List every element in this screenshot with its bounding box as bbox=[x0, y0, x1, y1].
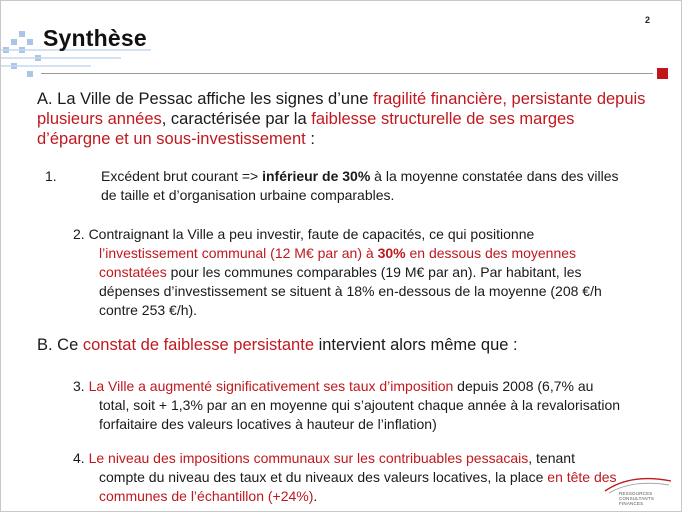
section-b-highlight: constat de faiblesse persistante bbox=[82, 336, 314, 354]
item-1 bbox=[45, 167, 633, 205]
slide-title: Synthèse bbox=[43, 25, 147, 51]
item-3-highlight: La Ville a augmenté significativement ses taux d’imposition bbox=[88, 378, 454, 394]
item-2-text: pour les communes comparables (19 M€ par an). Par habitant, les dépenses d’investissement se situent à 18% en-dessous de la moyenne (208 €/h contre 253 €/h). bbox=[99, 264, 602, 318]
section-a-text: A. La Ville de Pessac affiche les signes d’une bbox=[37, 90, 374, 108]
section-b-heading bbox=[37, 335, 647, 355]
logo-line-1: RESSOURCES bbox=[619, 491, 653, 496]
section-a-heading bbox=[37, 89, 647, 149]
logo-line-3: FINANCES bbox=[619, 501, 644, 506]
item-4-number: 4. bbox=[73, 450, 89, 466]
item-4-text-line1: , tenant bbox=[528, 450, 575, 466]
item-2 bbox=[73, 225, 643, 320]
item-2-bold-highlight: 30% bbox=[377, 245, 406, 261]
item-1-text-end: à la moyenne constatée dans des villes de taille et d’organisation urbaine comparables. bbox=[101, 168, 619, 203]
title-divider bbox=[41, 73, 653, 74]
section-a-suffix: : bbox=[305, 130, 315, 148]
item-3-text: total, soit + 1,3% par an en moyenne qui s’ajoutent chaque année à la revalorisation forfaitaire des valeurs locatives à hauteur de l’inflation) bbox=[99, 397, 621, 432]
section-a-text-middle: , caractérisée par la bbox=[161, 110, 312, 128]
item-2-lead: 2. Contraignant la Ville a peu investir, faute de capacités, ce qui positionne bbox=[73, 226, 535, 242]
item-3 bbox=[73, 377, 643, 434]
item-1-text: Excédent brut courant => bbox=[101, 168, 263, 184]
item-1-number: 1. bbox=[45, 168, 57, 184]
item-3-number: 3. bbox=[73, 378, 89, 394]
item-4 bbox=[73, 449, 643, 506]
page-number: 2 bbox=[645, 15, 651, 25]
logo-line-2: CONSULTANTS bbox=[619, 496, 655, 501]
section-a-highlight-1: fragilité financière, persistante depuis plusieurs années bbox=[37, 90, 646, 128]
item-4-highlight: Le niveau des impositions communaux sur les contribuables pessacais bbox=[88, 450, 529, 466]
item-4-highlight-2: en tête des communes de l’échantillon (+24%) bbox=[99, 469, 617, 504]
section-a-highlight-2: faiblesse structurelle de ses marges d’épargne et un sous-investissement bbox=[37, 110, 575, 148]
red-square-marker bbox=[657, 68, 668, 79]
item-4-end: . bbox=[313, 488, 318, 504]
section-b-suffix: intervient alors même que : bbox=[314, 336, 518, 354]
company-logo-text bbox=[619, 491, 654, 506]
item-1-bold: inférieur de 30% bbox=[262, 168, 371, 184]
section-b-text: B. Ce bbox=[37, 336, 83, 354]
item-2-highlight-2: en dessous des moyennes constatées bbox=[99, 245, 577, 280]
item-2-highlight-1: l’investissement communal (12 M€ par an) à bbox=[99, 245, 378, 261]
item-3-text-line1: depuis 2008 (6,7% au bbox=[453, 378, 594, 394]
item-4-text: compte du niveau des taux et du niveaux des valeurs locatives, la place bbox=[99, 469, 548, 485]
